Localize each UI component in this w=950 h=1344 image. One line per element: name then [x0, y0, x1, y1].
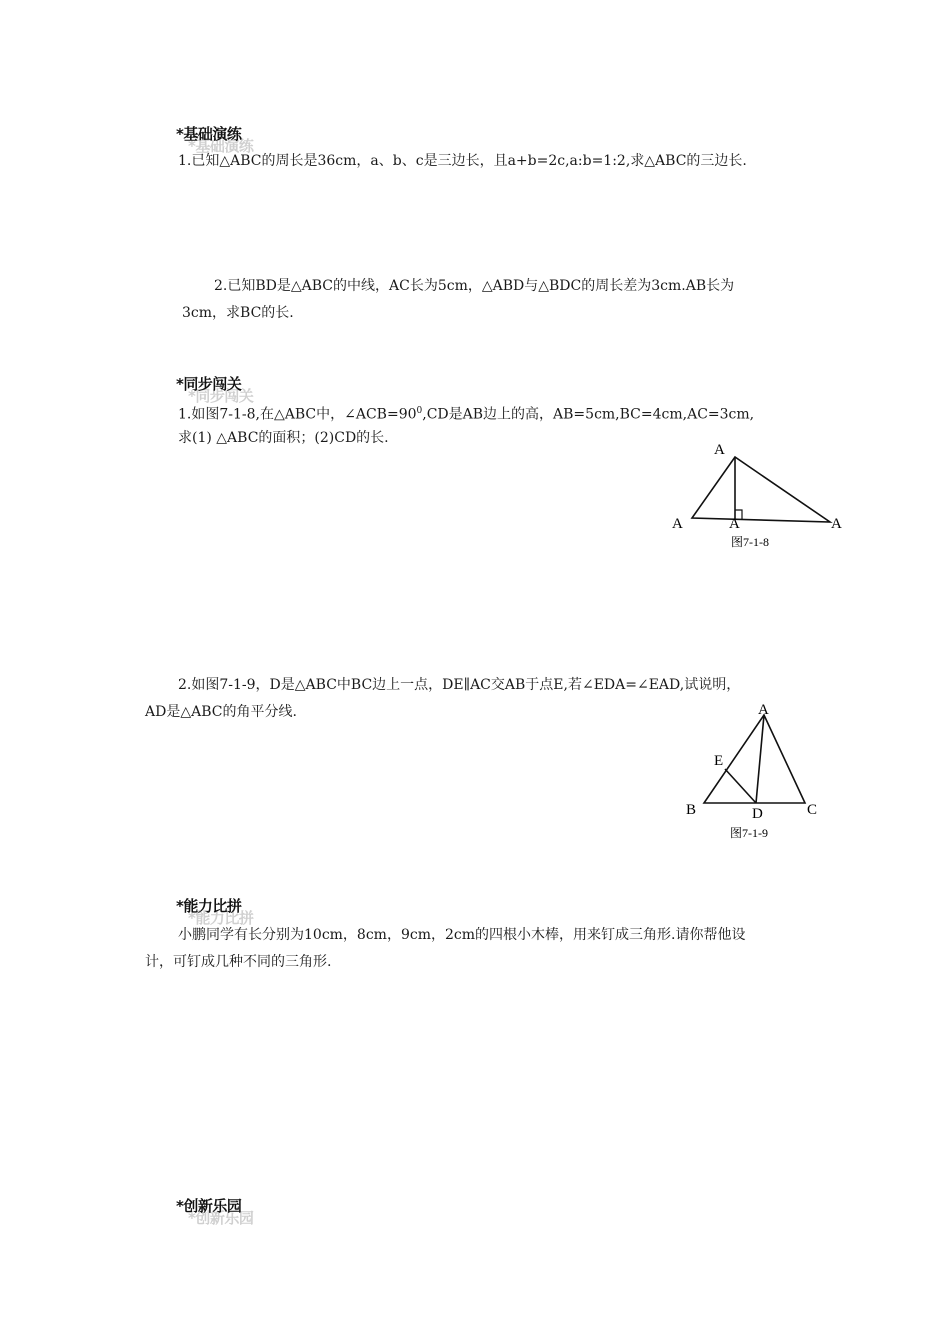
- section-sync-title: *同步闯关: [176, 375, 242, 393]
- section-innovation-title: *创新乐园: [176, 1197, 242, 1215]
- triangle-abc: [692, 457, 830, 522]
- vertex-label-a: A: [758, 702, 769, 718]
- vertex-label-foot: A: [729, 516, 740, 532]
- section-basic-title-shadow: *基础演练: [188, 137, 254, 155]
- basic-question-2-line-2: 3cm，求BC的长.: [182, 305, 294, 321]
- figure-7-1-8-caption: 图7-1-8: [731, 535, 769, 549]
- vertex-label-right: A: [831, 516, 842, 532]
- basic-question-2-line-1: 2.已知BD是△ABC的中线，AC长为5cm，△ABD与△BDC的周长差为3cm.AB长为: [214, 278, 735, 294]
- sync-q1-text-post: ,CD是AB边上的高，AB=5cm,BC=4cm,AC=3cm,: [422, 406, 755, 423]
- vertex-label-b: B: [686, 802, 697, 818]
- vertex-label-d: D: [752, 806, 763, 822]
- sync-question-2-line-2: AD是△ABC的角平分线.: [145, 704, 297, 720]
- figure-7-1-8: [665, 438, 850, 553]
- vertex-label-top: A: [714, 442, 725, 458]
- segment-de: [725, 769, 756, 803]
- sync-question-1-line-2: 求(1) △ABC的面积；(2)CD的长.: [178, 430, 389, 446]
- basic-question-1: 1.已知△ABC的周长是36cm，a、b、c是三边长，且a+b=2c,a:b=1:2,求△ABC的三边长.: [178, 153, 747, 169]
- degree-superscript: 0: [416, 406, 423, 416]
- section-sync-title-shadow: *同步闯关: [188, 387, 254, 405]
- figure-7-1-9: [680, 697, 830, 847]
- ability-question-line-1: 小鹏同学有长分别为10cm，8cm，9cm，2cm的四根小木棒，用来钉成三角形.请你帮他设: [178, 927, 746, 943]
- section-innovation-title-shadow: *创新乐园: [188, 1209, 254, 1227]
- figure-7-1-9-caption: 图7-1-9: [730, 826, 768, 840]
- sync-q1-text-pre: 1.如图7-1-8,在△ABC中，∠ACB=90: [178, 406, 417, 423]
- sync-question-2-line-1: 2.如图7-1-9，D是△ABC中BC边上一点，DE∥AC交AB于点E,若∠EDA=∠EAD,试说明，: [178, 677, 741, 693]
- segment-ad: [756, 715, 764, 803]
- section-basic-title: *基础演练: [176, 125, 242, 143]
- section-ability-title-shadow: *能力比拼: [188, 909, 254, 927]
- vertex-label-c: C: [807, 802, 818, 818]
- ability-question-line-2: 计，可钉成几种不同的三角形.: [145, 954, 332, 970]
- section-ability-title: *能力比拼: [176, 897, 242, 915]
- vertex-label-left: A: [672, 516, 683, 532]
- vertex-label-e: E: [714, 753, 724, 769]
